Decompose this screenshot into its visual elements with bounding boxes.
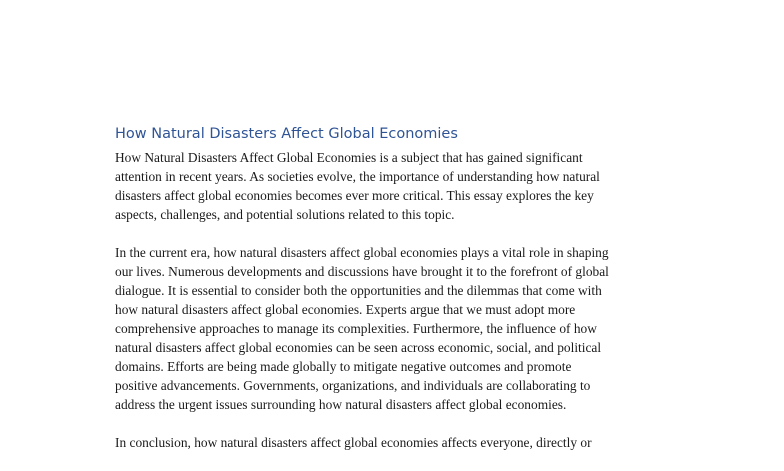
text-line: our lives. Numerous developments and discussions have brought it to the forefront of global	[115, 264, 609, 279]
text-line: comprehensive approaches to manage its complexities. Furthermore, the influence of how	[115, 321, 597, 336]
paragraph-introduction	[115, 148, 695, 224]
text-line: address the urgent issues surrounding how natural disasters affect global economies.	[115, 397, 567, 412]
text-line: attention in recent years. As societies evolve, the importance of understanding how natural	[115, 169, 600, 184]
text-line: positive advancements. Governments, organizations, and individuals are collaborating to	[115, 378, 591, 393]
paragraph-conclusion	[115, 433, 695, 452]
text-line: domains. Efforts are being made globally to mitigate negative outcomes and promote	[115, 359, 572, 374]
document-body	[115, 148, 695, 471]
text-line: In the current era, how natural disasters affect global economies plays a vital role in shaping	[115, 245, 609, 260]
text-line: dialogue. It is essential to consider both the opportunities and the dilemmas that come with	[115, 283, 602, 298]
text-line: disasters affect global economies becomes ever more critical. This essay explores the key	[115, 188, 594, 203]
text-line: natural disasters affect global economies can be seen across economic, social, and political	[115, 340, 602, 355]
text-line: aspects, challenges, and potential solutions related to this topic.	[115, 207, 455, 222]
text-line: How Natural Disasters Affect Global Economies is a subject that has gained significant	[115, 150, 583, 165]
text-line: In conclusion, how natural disasters affect global economies affects everyone, directly or	[115, 435, 592, 450]
paragraph-body	[115, 243, 695, 414]
text-line: how natural disasters affect global economies. Experts argue that we must adopt more	[115, 302, 576, 317]
document-title: How Natural Disasters Affect Global Economies	[115, 126, 458, 142]
